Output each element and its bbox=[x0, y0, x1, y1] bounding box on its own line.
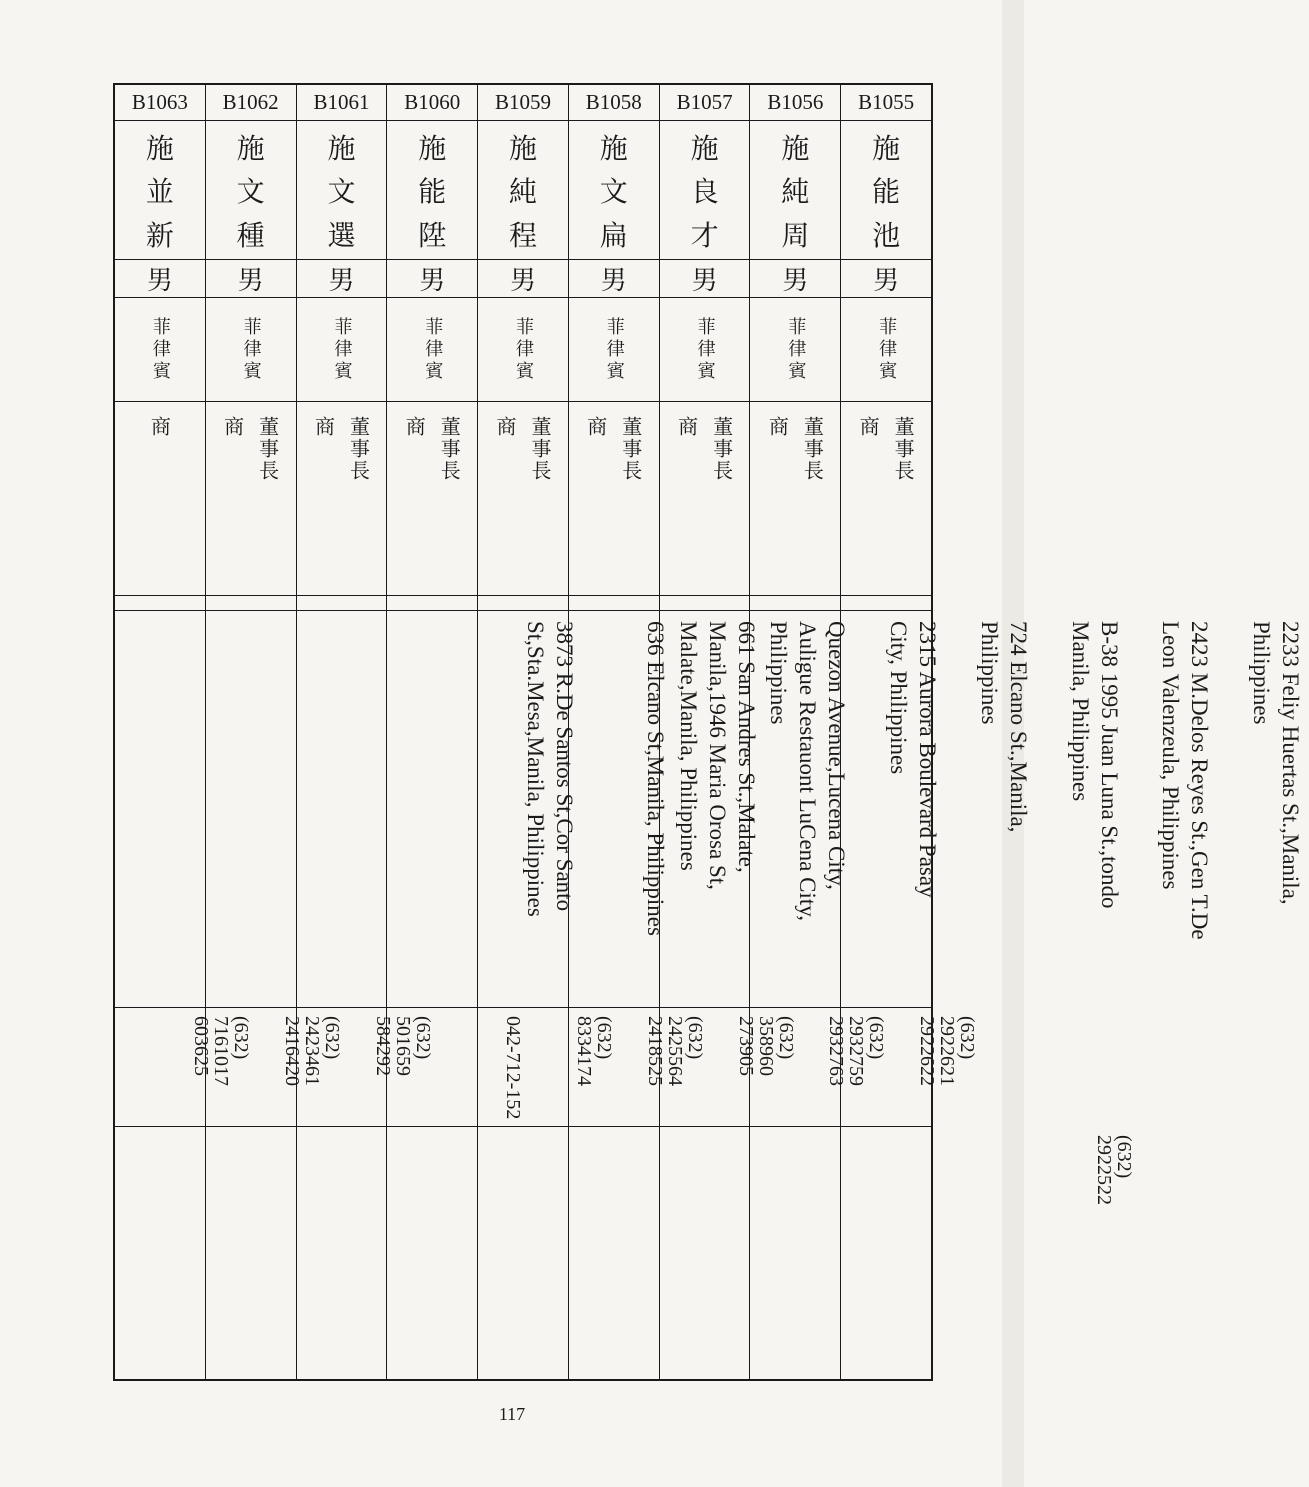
entry-name-cell bbox=[297, 121, 387, 261]
address-line: Malate,Manila, Philippines bbox=[675, 620, 701, 871]
occupation-text: 董事長 bbox=[346, 416, 371, 483]
occupation-text: 商 bbox=[583, 416, 608, 439]
entry-address-cell bbox=[115, 611, 577, 1008]
entry-gender-cell bbox=[297, 260, 387, 298]
address-line: 3873 R.De Santos St,Cor Santo bbox=[552, 620, 577, 911]
address-line: 661 San Andres St.,Malate, bbox=[733, 620, 759, 873]
fax-line: (632) bbox=[1113, 1134, 1136, 1179]
address-line: 2423 M.Delos Reyes St.,Gen T.De bbox=[1187, 620, 1213, 940]
address-line: St,Sta.Mesa,Manila, Philippines bbox=[523, 620, 548, 917]
occupation-text: 商 bbox=[402, 416, 427, 439]
address-line: Manila, Philippines bbox=[1067, 620, 1093, 801]
entry-gender: 男 bbox=[510, 266, 537, 297]
entry-gender: 男 bbox=[237, 266, 264, 297]
entry-blank-cell bbox=[478, 596, 568, 611]
entry-nationality: 菲律賓 bbox=[240, 316, 262, 383]
entry-gender: 男 bbox=[600, 266, 627, 297]
address-rotated-block bbox=[1219, 611, 1309, 1079]
entry-nationality-cell bbox=[478, 298, 568, 402]
entry-gender: 男 bbox=[782, 266, 809, 297]
entry-nationality-cell bbox=[115, 298, 205, 402]
tel-line: 2932763 bbox=[825, 1016, 848, 1087]
entry-tel-cell bbox=[115, 1008, 252, 1127]
entry-nationality-cell bbox=[297, 298, 387, 402]
tel-line: 273905 bbox=[734, 1016, 757, 1077]
tel-line: (632) bbox=[774, 1016, 797, 1060]
entry-name-cell bbox=[478, 121, 568, 261]
occupation-text: 商 bbox=[147, 416, 172, 439]
entry-code-cell bbox=[660, 85, 750, 121]
entry-occupation-cell bbox=[569, 402, 659, 596]
entry-occupation-cell bbox=[206, 402, 296, 596]
address-line: 2233 Feliy Huertas St.,Manila, bbox=[1278, 620, 1304, 905]
occupation-text: 商 bbox=[311, 416, 336, 439]
entry-code: B1058 bbox=[585, 89, 642, 114]
tel-line: 7161017 bbox=[210, 1016, 232, 1087]
name-character: 施 bbox=[599, 131, 628, 165]
fax-rotated-block bbox=[957, 1127, 1048, 1424]
entry-tel-cell bbox=[750, 1008, 888, 1127]
entry-blank-cell bbox=[569, 596, 659, 611]
name-character: 文 bbox=[599, 175, 628, 209]
entry-code-cell bbox=[750, 85, 840, 121]
tel-line: (632) bbox=[593, 1016, 616, 1060]
address-line: B-38 1995 Juan Luna St.,tondo bbox=[1096, 620, 1122, 909]
entry-gender-cell bbox=[387, 260, 477, 298]
occupation-text: 董事長 bbox=[437, 416, 462, 483]
tel-line: (632) bbox=[230, 1016, 252, 1060]
tel-line: (632) bbox=[411, 1016, 434, 1060]
address-line: 2315 Aurora Boulevard Pasay bbox=[915, 620, 941, 898]
tel-line: 501659 bbox=[391, 1016, 414, 1077]
entry-gender-cell bbox=[660, 260, 750, 298]
entry-name-cell bbox=[660, 121, 750, 261]
entry-gender: 男 bbox=[146, 266, 173, 297]
tel-line: 042-712-152 bbox=[502, 1016, 525, 1120]
occupation-text: 董事長 bbox=[528, 416, 553, 483]
entry-nationality-cell bbox=[569, 298, 659, 402]
name-character: 施 bbox=[145, 131, 174, 165]
address-rotated-block bbox=[1128, 611, 1219, 1079]
tel-line: 2416420 bbox=[280, 1016, 303, 1087]
occupation-text: 董事長 bbox=[255, 416, 280, 483]
name-character: 能 bbox=[418, 175, 447, 209]
name-character: 施 bbox=[690, 131, 719, 165]
name-character: 周 bbox=[781, 218, 810, 252]
entry-gender: 男 bbox=[873, 266, 900, 297]
tel-line: (632) bbox=[320, 1016, 343, 1060]
entry-occupation-cell bbox=[297, 402, 387, 596]
entry-code: B1057 bbox=[676, 89, 733, 114]
entry-code-cell bbox=[569, 85, 659, 121]
entry-occupation-cell bbox=[660, 402, 750, 596]
name-character: 純 bbox=[781, 175, 810, 209]
entry-fax-cell bbox=[478, 1127, 568, 1379]
tel-line: 8334174 bbox=[573, 1016, 596, 1087]
entry-nationality: 菲律賓 bbox=[876, 316, 898, 383]
entry-fax-cell bbox=[387, 1127, 477, 1379]
address-line: Leon Valenzeula, Philippines bbox=[1158, 620, 1184, 890]
address-line: 636 Elcano St,Manila, Philippines bbox=[642, 620, 668, 936]
entry-blank-cell bbox=[841, 596, 931, 611]
name-character: 施 bbox=[872, 131, 901, 165]
name-character: 施 bbox=[236, 131, 265, 165]
tel-line: 584292 bbox=[371, 1016, 394, 1077]
entry-tel-cell bbox=[841, 1008, 979, 1127]
tel-line: 2932759 bbox=[845, 1016, 868, 1087]
entry-code-cell bbox=[478, 85, 568, 121]
entry-code-cell bbox=[387, 85, 477, 121]
entry-code-cell bbox=[206, 85, 296, 121]
name-character: 選 bbox=[327, 218, 356, 252]
page-number: 117 bbox=[498, 1404, 526, 1424]
occupation-text: 董事長 bbox=[800, 416, 825, 483]
entry-code: B1059 bbox=[495, 89, 552, 114]
entry-blank-cell bbox=[660, 596, 750, 611]
address-line: City, Philippines bbox=[886, 620, 912, 774]
address-rotated-block bbox=[1037, 611, 1128, 1079]
address-line: Quezon Avenue,Lucena City, bbox=[824, 620, 850, 890]
occupation-text: 商 bbox=[674, 416, 699, 439]
entry-code: B1063 bbox=[131, 89, 188, 114]
entry-name-cell bbox=[841, 121, 931, 261]
address-line: Philippines bbox=[766, 620, 792, 725]
entry-nationality-cell bbox=[660, 298, 750, 402]
entry-occupation-cell bbox=[750, 402, 840, 596]
entry-fax-cell bbox=[750, 1127, 840, 1379]
entry-nationality: 菲律賓 bbox=[149, 316, 171, 383]
entry-gender: 男 bbox=[419, 266, 446, 297]
entry-blank-cell bbox=[297, 596, 387, 611]
name-character: 施 bbox=[781, 131, 810, 165]
entry-name-cell bbox=[206, 121, 296, 261]
address-line: Manila,1946 Maria Orosa St, bbox=[704, 620, 730, 890]
entry-occupation-cell bbox=[478, 402, 568, 596]
entry-nationality: 菲律賓 bbox=[331, 316, 353, 383]
entry-tel-cell bbox=[569, 1008, 706, 1127]
tel-line: 2922622 bbox=[916, 1016, 939, 1087]
entry-fax-cell bbox=[841, 1127, 1136, 1379]
fax-line: 2922522 bbox=[1093, 1134, 1116, 1205]
entry-gender-cell bbox=[206, 260, 296, 298]
entry-code-cell bbox=[115, 85, 205, 121]
entry-nationality: 菲律賓 bbox=[694, 316, 716, 383]
entry-blank-cell bbox=[115, 596, 205, 611]
entry-name-cell bbox=[569, 121, 659, 261]
entry-code: B1056 bbox=[767, 89, 824, 114]
name-character: 文 bbox=[236, 175, 265, 209]
entry-code: B1060 bbox=[404, 89, 461, 114]
entry-blank-cell bbox=[750, 596, 840, 611]
name-character: 文 bbox=[327, 175, 356, 209]
entry-name-cell bbox=[750, 121, 840, 261]
entry-fax-cell bbox=[297, 1127, 387, 1379]
tel-line: 358960 bbox=[754, 1016, 777, 1077]
address-line: Philippines bbox=[1249, 620, 1275, 725]
entry-code: B1062 bbox=[222, 89, 279, 114]
entry-nationality: 菲律賓 bbox=[422, 316, 444, 383]
name-character: 種 bbox=[236, 218, 265, 252]
entry-nationality-cell bbox=[387, 298, 477, 402]
address-line: Philippines bbox=[976, 620, 1002, 725]
entry-code-cell bbox=[841, 85, 931, 121]
name-character: 程 bbox=[509, 218, 538, 252]
entry-occupation-cell bbox=[387, 402, 477, 596]
name-character: 池 bbox=[872, 218, 901, 252]
name-character: 陞 bbox=[418, 218, 447, 252]
entry-gender-cell bbox=[750, 260, 840, 298]
entry-nationality: 菲律賓 bbox=[603, 316, 625, 383]
entry-gender-cell bbox=[569, 260, 659, 298]
address-line: Auligue Restauont LuCena City, bbox=[795, 620, 821, 921]
entry-code: B1061 bbox=[313, 89, 370, 114]
occupation-text: 董事長 bbox=[618, 416, 643, 483]
entry-gender: 男 bbox=[328, 266, 355, 297]
occupation-text: 商 bbox=[220, 416, 245, 439]
tel-line: 603625 bbox=[190, 1016, 212, 1077]
entry-fax-cell bbox=[115, 1127, 205, 1379]
name-character: 純 bbox=[509, 175, 538, 209]
entry-nationality-cell bbox=[750, 298, 840, 402]
tel-line: 2922621 bbox=[936, 1016, 959, 1087]
entry-gender-cell bbox=[841, 260, 931, 298]
occupation-text: 商 bbox=[765, 416, 790, 439]
entry-nationality-cell bbox=[206, 298, 296, 402]
entry-code-cell bbox=[297, 85, 387, 121]
tel-line: 2423461 bbox=[300, 1016, 323, 1087]
entry-tel-cell bbox=[206, 1008, 343, 1127]
entry-gender-cell bbox=[478, 260, 568, 298]
entry-fax-cell bbox=[206, 1127, 296, 1379]
name-character: 並 bbox=[145, 175, 174, 209]
entry-fax-cell bbox=[660, 1127, 750, 1379]
name-character: 才 bbox=[690, 218, 719, 252]
entry-nationality: 菲律賓 bbox=[513, 316, 535, 383]
tel-line: 2425564 bbox=[663, 1016, 686, 1087]
name-character: 施 bbox=[418, 131, 447, 165]
entry-blank-cell bbox=[387, 596, 477, 611]
entry-gender-cell bbox=[115, 260, 205, 298]
name-character: 良 bbox=[690, 175, 719, 209]
tel-line: 2418525 bbox=[643, 1016, 666, 1087]
entry-nationality-cell bbox=[841, 298, 931, 402]
member-registry-table bbox=[113, 83, 1304, 1381]
entry-name-cell bbox=[115, 121, 205, 261]
name-character: 施 bbox=[327, 131, 356, 165]
entry-nationality: 菲律賓 bbox=[785, 316, 807, 383]
fax-rotated-block bbox=[1048, 1127, 1138, 1424]
entry-tel-cell bbox=[297, 1008, 434, 1127]
tel-line: (632) bbox=[865, 1016, 888, 1060]
occupation-text: 董事長 bbox=[709, 416, 734, 483]
occupation-text: 董事長 bbox=[891, 416, 916, 483]
entry-fax-cell bbox=[569, 1127, 659, 1379]
name-character: 能 bbox=[872, 175, 901, 209]
occupation-text: 商 bbox=[856, 416, 881, 439]
name-character: 新 bbox=[145, 218, 174, 252]
entry-blank-cell bbox=[206, 596, 296, 611]
entry-occupation-cell bbox=[841, 402, 931, 596]
name-character: 施 bbox=[509, 131, 538, 165]
address-line: 724 Elcano St.,Manila, bbox=[1005, 620, 1031, 833]
entry-tel-cell bbox=[660, 1008, 797, 1127]
tel-line: (632) bbox=[956, 1016, 979, 1060]
occupation-text: 商 bbox=[493, 416, 518, 439]
entry-occupation-cell bbox=[115, 402, 205, 596]
entry-gender: 男 bbox=[691, 266, 718, 297]
entry-name-cell bbox=[387, 121, 477, 261]
name-character: 扁 bbox=[599, 218, 628, 252]
entry-code: B1055 bbox=[858, 89, 915, 114]
tel-line: (632) bbox=[683, 1016, 706, 1060]
entry-tel-cell bbox=[478, 1008, 616, 1127]
entry-tel-cell bbox=[387, 1008, 525, 1127]
